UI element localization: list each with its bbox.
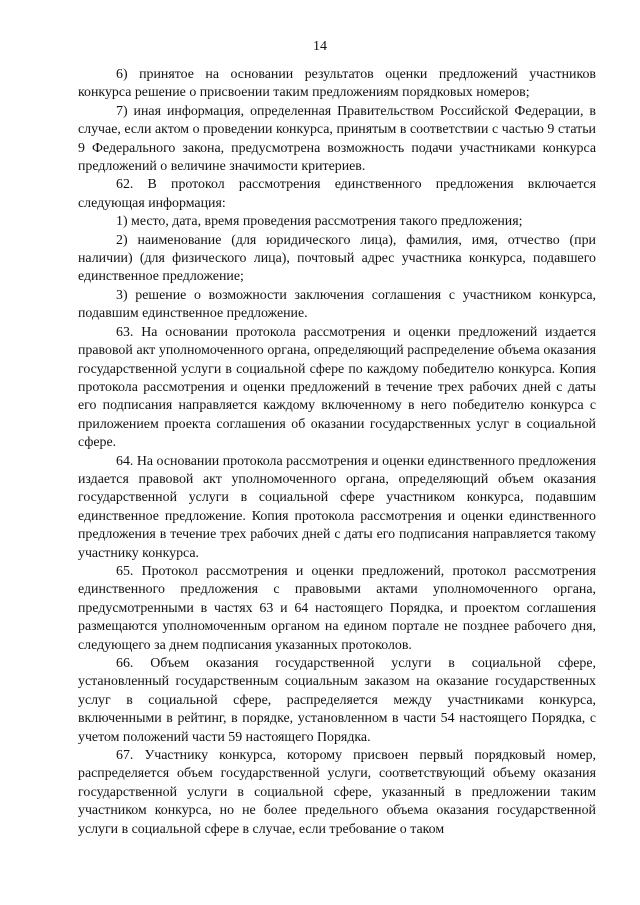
paragraph-62: 62. В протокол рассмотрения единственного предложения включается следующая информация:: [78, 177, 596, 211]
paragraph-62-item-3: 3) решение о возможности заключения соглашения с участником конкурса, подавшим единственное предложение.: [78, 287, 596, 322]
paragraph-63: 63. На основании протокола рассмотрения и оценки предложений издается правовой акт уполномоченного органа, определяющий распределение объема оказания государственной услуги в социальной сфере по каждому победителю конкурса. Копия протокола рассмотрения и оценки предложений в течение трех рабочих дней с даты его подписания направляется каждому включенному в него победителю конкурса с приложением проекта соглашения об оказании государственных услуг в социальной сфере.: [78, 324, 596, 451]
document-body: [78, 66, 596, 839]
paragraph-64: 64. На основании протокола рассмотрения и оценки единственного предложения издается правовой акт уполномоченного органа, определяющий объем оказания государственной услуги в социальной сфере участником конкурса, подавшим единственное предложение. Копия протокола рассмотрения и оценки единственного предложения в течение трех рабочих дней с даты его подписания направляется такому участнику конкурса.: [78, 453, 596, 561]
paragraph-item-7: 7) иная информация, определенная Правительством Российской Федерации, в случае, если актом о проведении конкурса, принятым в соответствии с частью 9 статьи 9 Федерального закона, предусмотрена возможность подачи участниками конкурса предложений о величине значимости критериев.: [78, 103, 596, 175]
paragraph-62-item-1: 1) место, дата, время проведения рассмотрения такого предложения;: [116, 214, 523, 230]
paragraph-66: 66. Объем оказания государственной услуги в социальной сфере, установленный государственным социальным заказом на оказание государственных услуг в социальной сфере, распределяется между участниками конкурса, включенными в рейтинг, в порядке, установленном в части 54 настоящего Порядка, с учетом положений части 59 настоящего Порядка.: [78, 656, 596, 745]
paragraph-item-6: 6) принятое на основании результатов оценки предложений участников конкурса решение о присвоении таким предложениям порядковых номеров;: [78, 67, 596, 101]
paragraph-67: 67. Участнику конкурса, которому присвоен первый порядковый номер, распределяется объем государственной услуги, соответствующий объему оказания государственной услуги в социальной сфере, указанный в предложении таким участником конкурса, но не более предельного объема оказания государственной услуги в социальной сфере в случае, если требование о таком: [78, 748, 596, 837]
page-number: 14: [313, 39, 327, 54]
paragraph-65: 65. Протокол рассмотрения и оценки предложений, протокол рассмотрения единственного предложения с правовыми актами уполномоченного органа, предусмотренными в частях 63 и 64 настоящего Порядка, и проектом соглашения размещаются уполномоченным органом на едином портале не позднее рабочего дня, следующего за днем подписания указанных протоколов.: [78, 563, 596, 653]
paragraph-62-item-2: 2) наименование (для юридического лица), фамилия, имя, отчество (при наличии) (для физического лица), почтовый адрес участника конкурса, подавшего единственное предложение;: [78, 232, 596, 285]
